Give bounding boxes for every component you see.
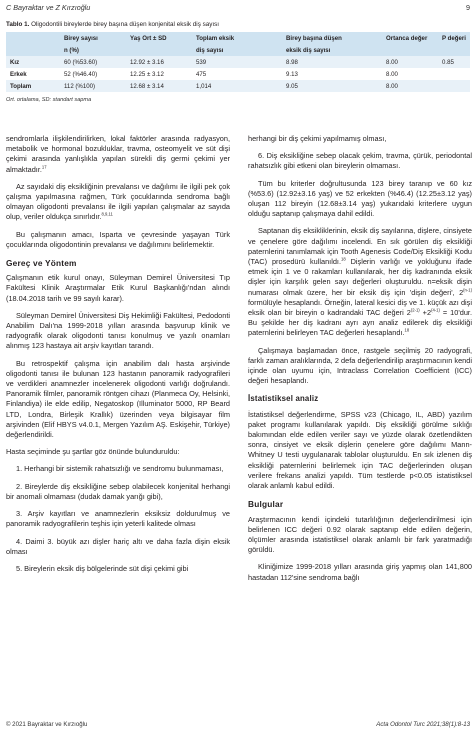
list-item: 3. Arşiv kayıtları ve anamnezlerin eksiksiz doldurulmuş ve panoramik radyografilerin teşhis için yeterli kalitede olması [6,509,230,529]
list-item: 4. Daimi 3. büyük azı dişler hariç altı ve daha fazla dişin eksik olması [6,536,230,556]
table-header-empty [6,32,60,44]
paragraph: herhangi bir diş çekimi yapılmamış olması, [248,134,387,143]
right-column [248,134,472,590]
table-row [6,80,470,92]
row-label: Erkek [10,70,27,78]
table-cell [438,68,470,80]
table-cell: 1,014 [192,80,282,92]
table-cell: 12.92 ± 3.16 [126,56,192,68]
paragraph-text: Saptanan diş eksikliklerinin, eksik diş sayılarına, dişlere, cinsiyete ve çenelere göre dağılımı incelendi. En sık görülen diş eksikliği paternlerini tanımlamak için Tooth Agenesis Code/Diş Eksikliği Kodu (TAC) prosedürü kullanıldı. [248,226,472,267]
table-cell: 9.05 [282,80,382,92]
table-cell: 539 [192,56,282,68]
paragraph-text: Az sayıdaki diş eksikliğinin prevalansı ve dağılımı ile ilgili pek çok çalışma yapılmasına rağmen, Türk çocuklarında sendroma bağlı olmayan oligodonti prevalansı ile ilgili yapılan çalışmalar az sayıda olup, veriler oldukça sınırlıdır. [6,181,230,222]
paragraph-text: +2 [419,308,432,318]
section-heading-results: Bulgular [248,499,284,510]
table-header [438,44,470,56]
table-row [6,56,470,68]
paragraph: Çalışmaya başlamadan önce, rastgele seçilmiş 20 radyografi, farklı zaman aralıklarında, 2 defa değerlendirilip araştırmacının kendi içinde olan uyumu için, Intraclass Correlation Coefficient (ICC) değeri hesaplandı. [248,345,472,386]
header-authors: C Bayraktar ve Z Kırzıoğlu [6,3,91,12]
row-label: Kız [6,56,60,68]
table-header-empty [6,44,60,56]
table-header: P değeri [438,32,470,44]
paragraph: Bu retrospektif çalışma için anabilim dalı hasta arşivinde oligodonti tanısı ile bulunan 123 hastanın panoramik radyografileri ve verdikleri anamnezler incelenerek oligodonti varlığı doğrulandı. Panoramik filmler, panoramik röntgen cihazı (Planmeca Oy, Helsinki, Finlandiya) ile elde edilip, Negatoskop (Illuminator 5000, RP Beard LTD, Londra, Birleşik Krallık) üzerinden veya bilgisayar film arşivinden (Elif HBYS v4.0.1, Mergen Yazılım AŞ. Eskişehir, Türkiye) değerlendirildi. [6,358,230,440]
section-heading-methods: Gereç ve Yöntem [6,258,77,269]
paragraph: İstatistiksel değerlendirme, SPSS v23 (Chicago, IL, ABD) yazılım paket programı kullanılarak yapıldı. Diş eksikliği görülme sıklığı bakımından elde edilen veriler sayı ve yüzde olarak özetlendikten sonra, cinsiyet ve eksik dişlerin çenelere göre dağılımı Mann-Whitney U testi uygulanarak tablolar oluşturuldu. En sık izlenen diş eksikliği paternlerini belirlemek için TAC değerlerinden oluşan verilere frekans analizi yapıldı. Tüm testlerde p<0.05 istatistiksel olarak anlamlı kabul edildi. [248,409,472,491]
table-cell: 8.00 [382,80,438,92]
paragraph-text: sendromlarla ilişkilendirilirken, lokal faktörler arasında radyasyon, metabolik ve hormonal bozukluklar, travma, osteomyelit ve süt dişi çekimi arasında yanlışlıkla yapılan sürekli diş germi çekimi yer almaktadır. [6,134,230,174]
list-item: 1. Herhangi bir sistemik rahatsızlığı ve sendromu bulunmaması, [16,464,224,474]
paragraph-text: formülüyle hesaplandı. Örneğin, lateral kesici diş ve 1. küçük azı dişi eksik olan bir bireyin o kadrandaki TAC değeri 2 [248,297,472,318]
list-item: 6. Diş eksikliğine sebep olacak çekim, travma, çürük, periodontal rahatsızlık gibi etkeni olan bireylerin olmaması. [248,151,472,171]
list-item: 2. Bireylerde diş eksikliğine sebep olabilecek konjenital herhangi bir anomali olmaması (dudak damak yarığı gibi), [6,481,230,501]
paragraph: Hasta seçiminde şu şartlar göz önünde bulunduruldu: [6,447,180,457]
table-header [382,44,438,56]
exponent: (n-1) [463,287,472,293]
footer-copyright: © 2021 Bayraktar ve Kırzıoğlu [6,721,88,728]
table-cell: 12.68 ± 3.14 [126,80,192,92]
paragraph: Bu çalışmanın amacı, Isparta ve çevresinde yaşayan Türk çocuklarında oligodontinin prevalansı ve dağılımını belirlemektir. [6,229,230,249]
paragraph-text: = 10'dur. Bu şekilde her diş kadranı ayrı ayrı analiz edilerek diş eksikliği paternlerini belirleyen TAC değerleri hesaplandı. [248,308,472,338]
table-caption-text: Oligodontili bireylerde birey başına düşen konjenital eksik diş sayısı [29,21,220,28]
left-column [6,134,230,581]
table-header: Ortanca değer [382,32,438,44]
table-cell: 8.98 [282,56,382,68]
table-cell: 8.00 [382,56,438,68]
row-label: Toplam [6,80,60,92]
paragraph: Tüm bu kriterler doğrultusunda 123 birey taranıp ve 60 kız (%53.6) (12.92±3.16 yaş) ve 52 erkekten (%46.4) (12.25±3.12 yaş) oluşan 112 bireyin (12.68±3.14 yaş) yukarıdaki kriterlere uygun olduğu saptanıp çalışmaya dahil edildi. [248,178,472,219]
reference: 17 [41,164,47,170]
page-number: 9 [466,3,470,12]
exponent: (4-1) [431,307,440,313]
table-cell: 475 [196,70,207,78]
table-cell: 112 (%100) [60,80,126,92]
table-header [126,44,192,56]
paragraph [248,226,472,338]
table-header: diş sayısı [192,44,282,56]
table-cell: 8.00 [386,70,398,78]
reference: 18 [341,256,346,262]
exponent: (2-1) [410,307,420,313]
page-footer [6,721,470,730]
running-header [6,3,470,13]
reference: 18 [404,328,410,334]
table-caption-label: Tablo 1. [6,21,30,28]
paragraph: Çalışmanın etik kurul onayı, Süleyman Demirel Üniversitesi Tıp Fakültesi Klinik Araştırmalar Etik Kurul Başkanlığı'ndan alındı (18.04.2018 tarih ve 99 sayılı karar). [6,273,230,303]
paragraph: Araştırmacının kendi içindeki tutarlılığının değerlendirilmesi için belirlenen ICC değeri 0.92 olarak saptanıp elde edilen değerin, ölçümler arasında istatistiksel olarak anlamlı bir fark yaratmadığı görüldü. [248,514,472,555]
table-header: n (%) [60,44,126,56]
table-note: Ort. ortalama, SD: standart sapma [6,97,92,103]
table-caption [6,21,470,28]
paragraph [6,134,230,175]
table-cell [438,80,470,92]
table-header: Birey başına düşen [282,32,382,44]
paragraph: Kliniğimize 1999-2018 yılları arasında giriş yapmış olan 141,800 hastadan 112'sine sendroma bağlı [248,562,472,582]
table-header: Toplam eksik [192,32,282,44]
section-heading-statistics: İstatistiksel analiz [248,394,319,404]
table-header: Birey sayısı [60,32,126,44]
reference: 8,9,11 [101,211,113,217]
table-header: Yaş Ort ± SD [126,32,192,44]
table-row [6,68,470,80]
table-cell: 52 (%46.40) [64,70,98,78]
paragraph [6,182,230,223]
table-header: eksik diş sayısı [282,44,382,56]
table-cell: 60 (%53.60) [60,56,126,68]
table-header-row-1 [6,32,470,44]
footer-citation: Acta Odontol Turc 2021;38(1):8-13 [376,721,470,728]
list-item: 5. Bireylerin eksik diş bölgelerinde süt dişi çekimi gibi [16,563,189,573]
paragraph-text: Dişlerin varlığı ve yokluğunu ifade etmek için 1 ve 0 rakamları kullanılarak, her diş kadranında eksik dişler için karşılık gelen sayı değerleri oluşturuldu. n=eksik dişin numarası olmak üzere, her bir eksik diş için 'dişin değeri', 2 [248,257,472,297]
table-cell: 0.85 [438,56,470,68]
paragraph: Süleyman Demirel Üniversitesi Diş Hekimliği Fakültesi, Pedodonti Anabilim Dalı'na 1999-2018 yılları arasında başvurup klinik ve radyografik olarak oligodonti tanısı konulmuş ve yazılı onamları alınmış 123 hastaya ait arşiv kayıtları tarandı. [6,310,230,351]
data-table [6,32,470,92]
table-cell: 9.13 [286,70,298,78]
table-cell: 12.25 ± 3.12 [130,70,164,78]
table-header-row-2 [6,44,470,56]
